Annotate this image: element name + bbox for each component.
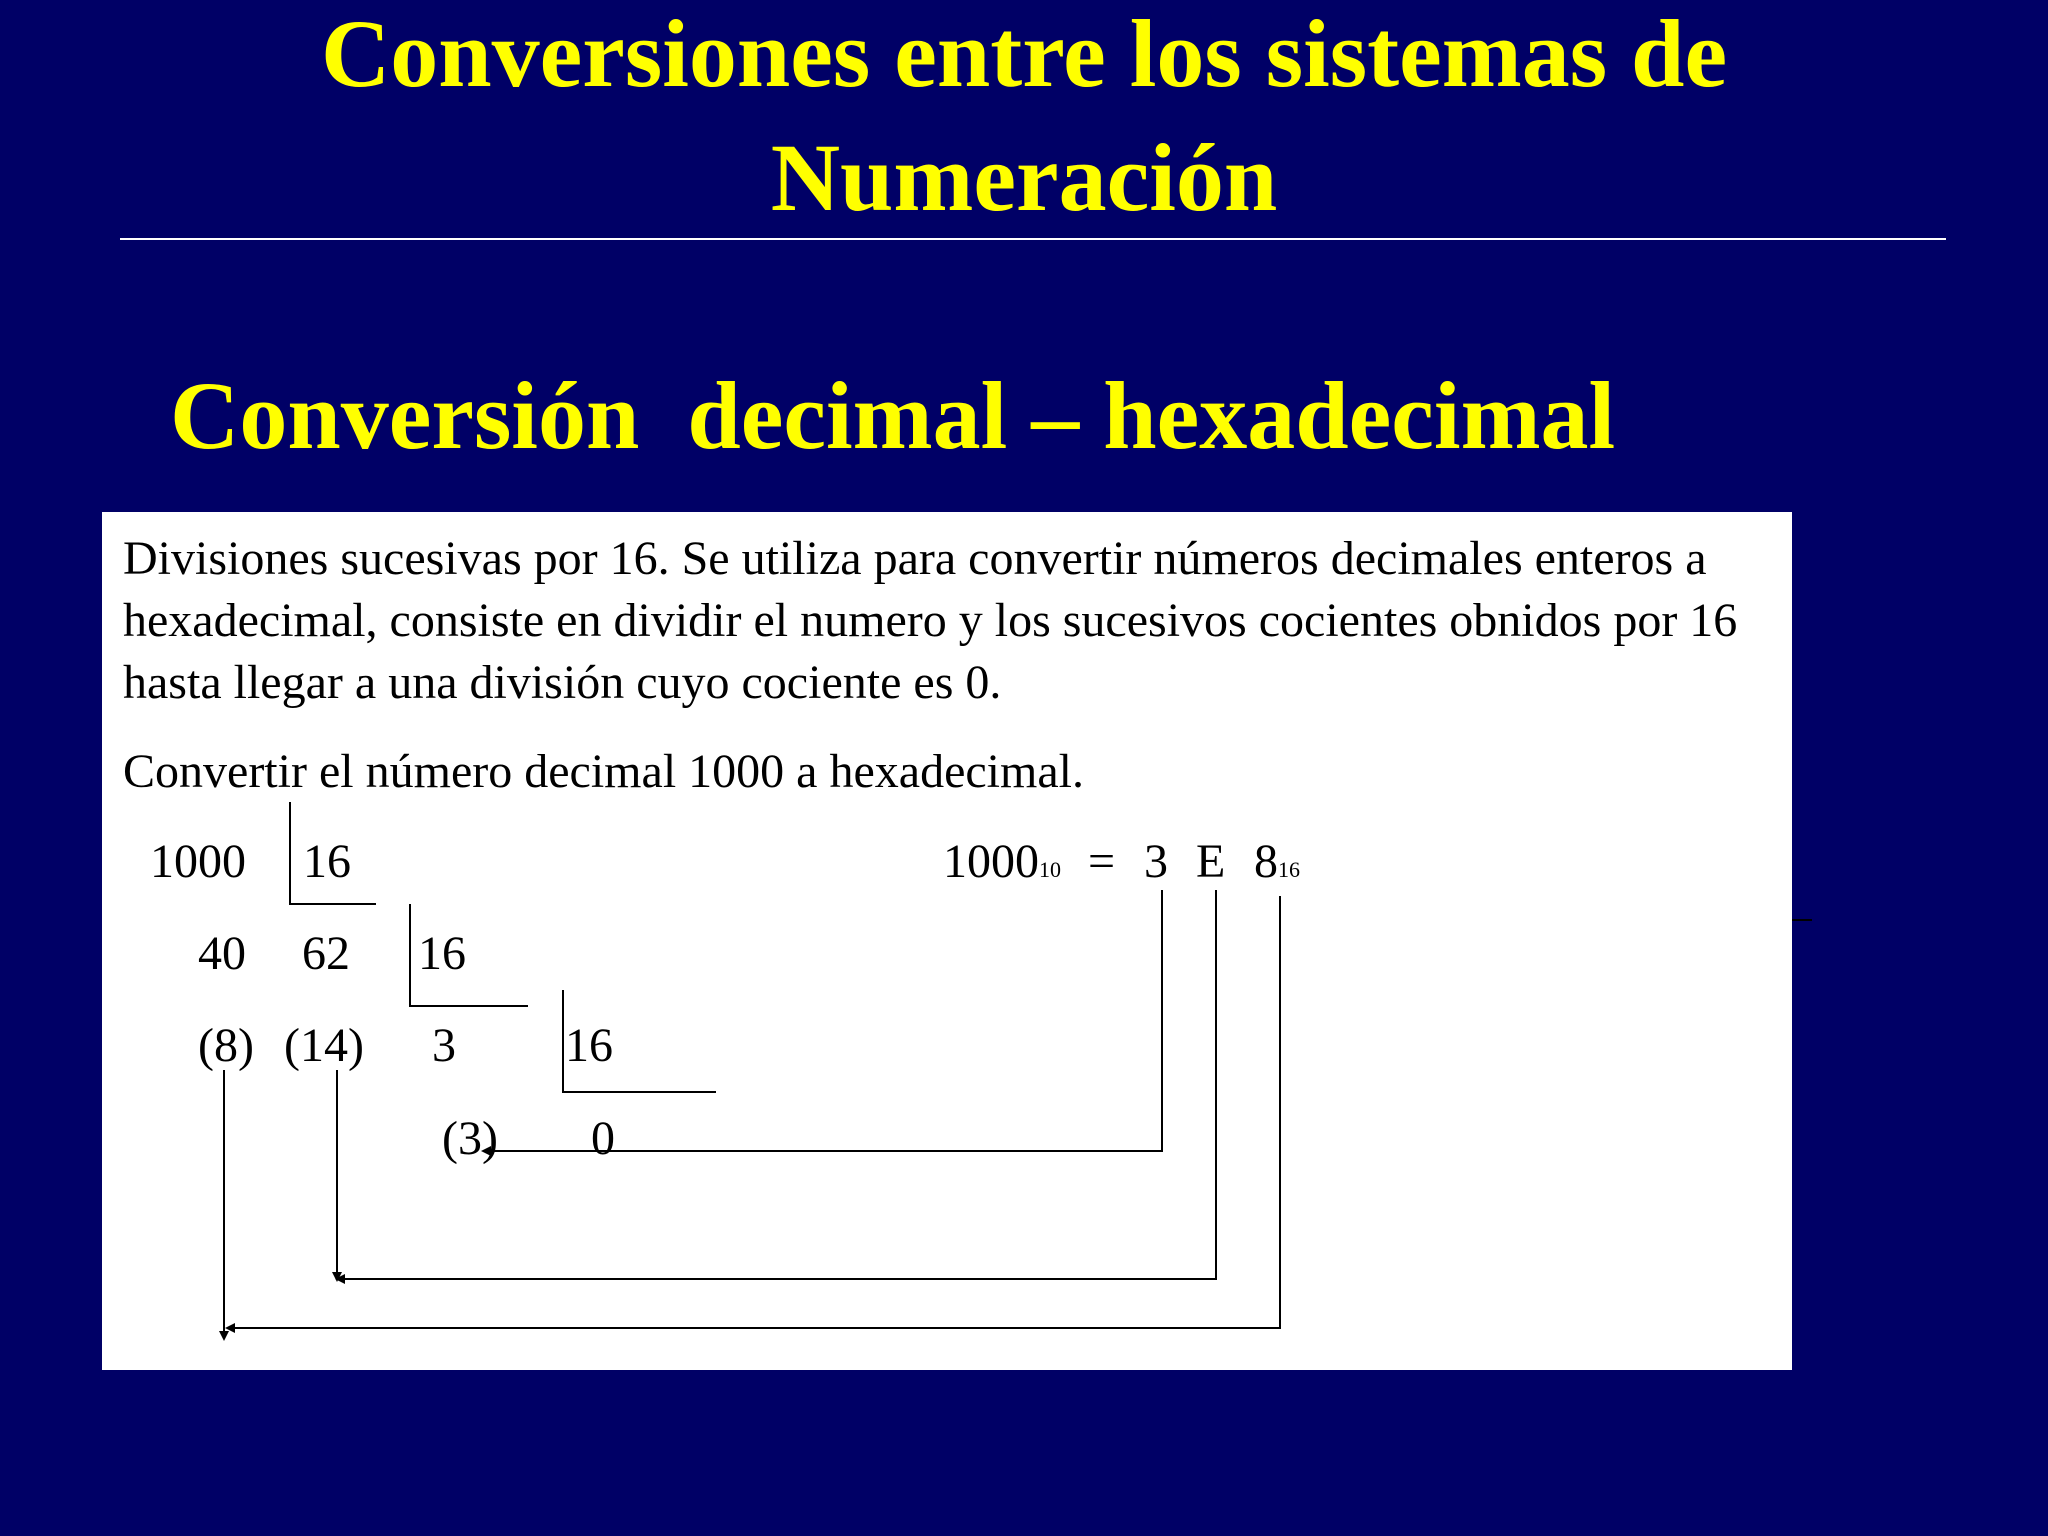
arrow-digit-e-to-remainder-14 <box>337 890 1216 1279</box>
remainder-1: (8) <box>198 1019 254 1072</box>
quotient-1: 62 <box>302 927 350 980</box>
slide-subtitle: Conversión decimal – hexadecimal <box>170 362 1616 469</box>
dividend: 1000 <box>150 835 246 888</box>
division-bracket-2 <box>410 904 528 1006</box>
divisor-3: 16 <box>565 1019 613 1072</box>
division-bracket-1 <box>290 802 376 904</box>
divisor-2: 16 <box>418 927 466 980</box>
result-digit-2: E <box>1196 835 1226 888</box>
arrow-digit-8-to-remainder-8 <box>230 896 1280 1328</box>
divisor-1: 16 <box>303 835 351 888</box>
result-decimal-base: 10 <box>1039 857 1061 882</box>
example-statement: Convertir el número decimal 1000 a hexadecimal. <box>123 745 1084 798</box>
result-digit-1: 3 <box>1144 835 1168 888</box>
division-bracket-3 <box>563 990 716 1092</box>
slide-title-line2: Numeración <box>770 124 1278 231</box>
result-equals: = <box>1088 835 1116 888</box>
remainder-3: (3) <box>442 1112 498 1165</box>
partial-remainder: 40 <box>198 927 246 980</box>
quotient-2: 3 <box>432 1019 456 1072</box>
result-hex-base: 16 <box>1278 857 1300 882</box>
slide-title-line1: Conversiones entre los sistemas de <box>320 0 1728 107</box>
result-decimal-value: 1000 <box>943 835 1039 888</box>
arrow-digit-3-to-remainder-3 <box>486 890 1162 1151</box>
quotient-3: 0 <box>591 1112 615 1165</box>
result-digit-3-value: 8 <box>1254 835 1278 888</box>
remainder-2: (14) <box>284 1019 364 1072</box>
method-description: Divisiones sucesivas por 16. Se utiliza para convertir números decimales enteros a hexadecimal, consiste en dividir el numero y los sucesivos cocientes obnidos por 16 hasta llegar a una división cuyo cociente es 0. <box>123 532 1738 709</box>
